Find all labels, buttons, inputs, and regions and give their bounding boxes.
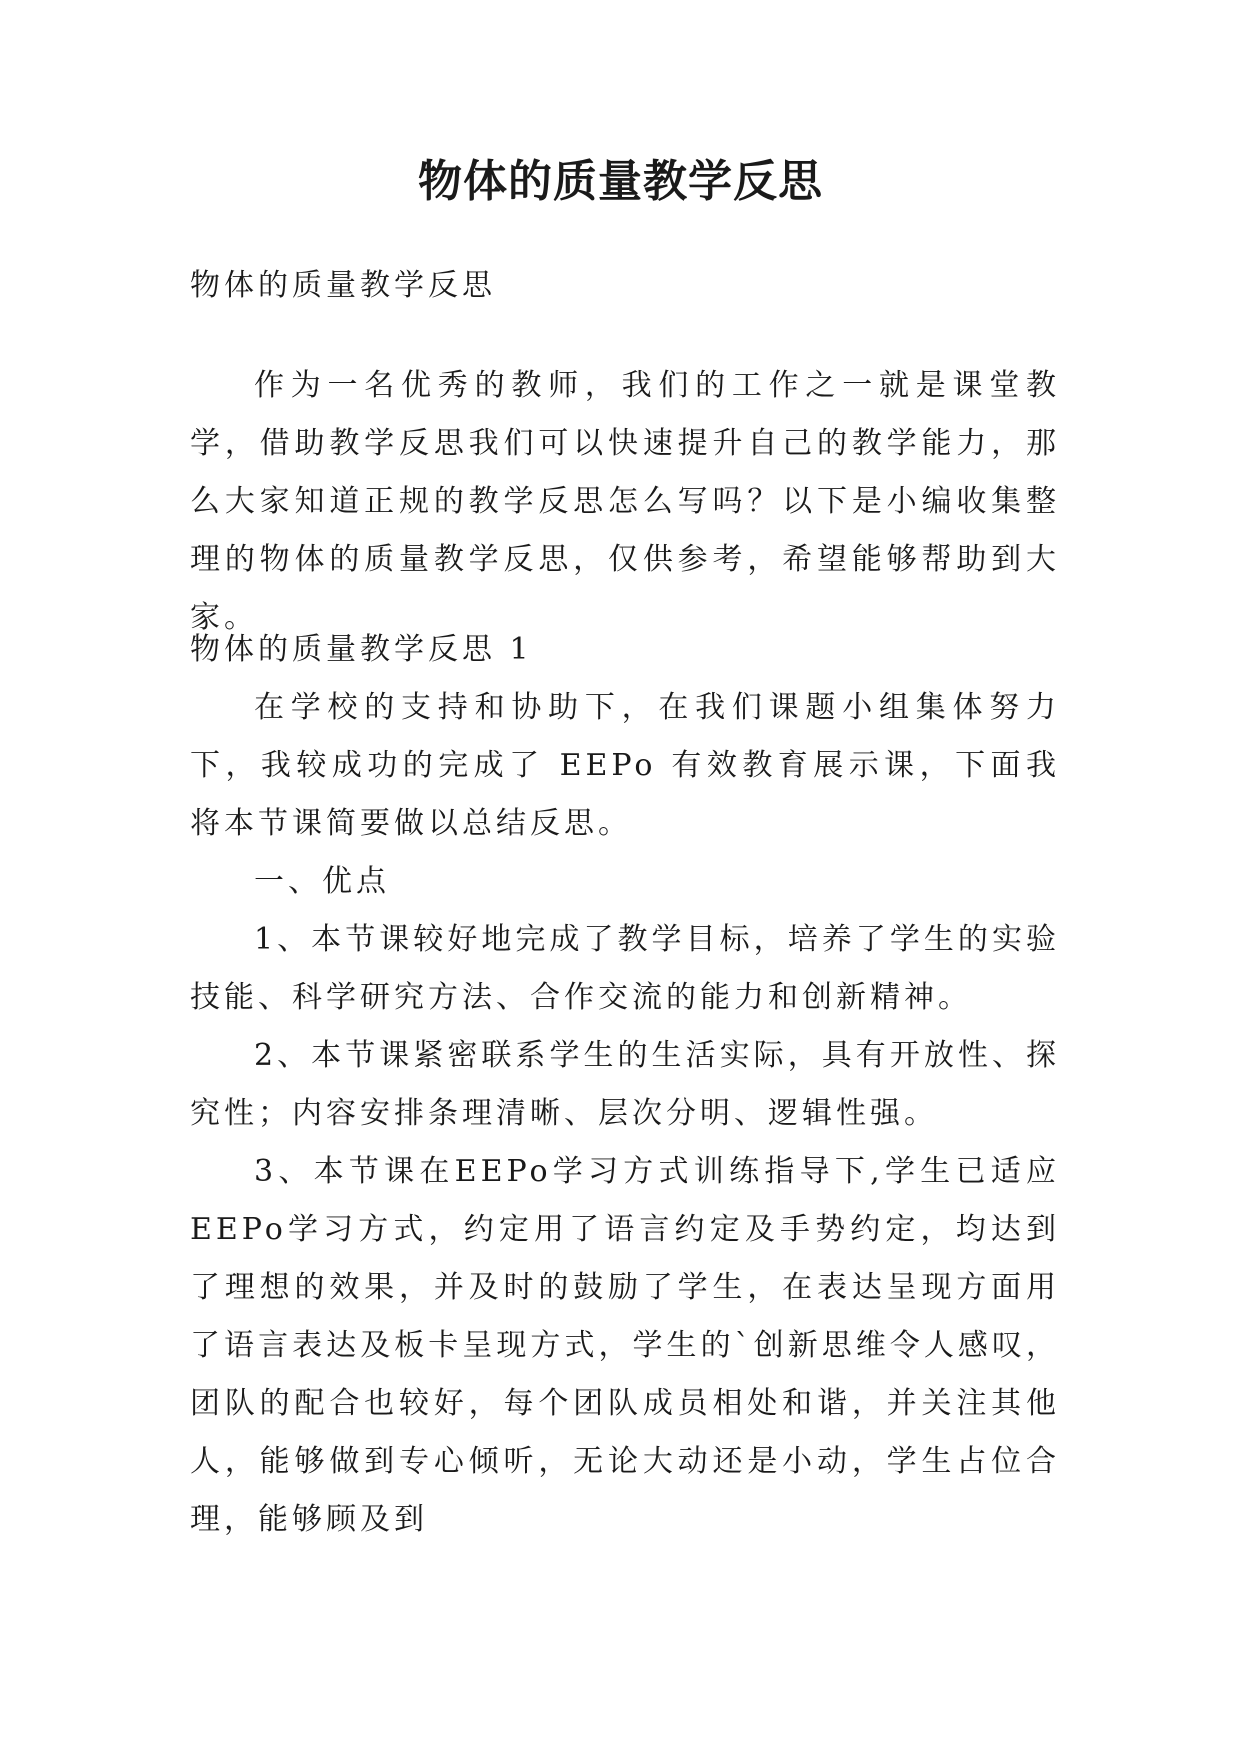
subheading: 一、优点 xyxy=(254,864,390,899)
list-item: 2、本节课紧密联系学生的生活实际，具有开放性、探究性；内容安排条理清晰、层次分明、逻辑性强。 xyxy=(190,1038,1060,1131)
section-heading: 物体的质量教学反思 1 xyxy=(190,632,533,667)
document-title: 物体的质量教学反思 xyxy=(418,156,823,207)
intro-paragraph: 作为一名优秀的教师，我们的工作之一就是课堂教学，借助教学反思我们可以快速提升自己的教学能力，那么大家知道正规的教学反思怎么写吗？以下是小编收集整理的物体的质量教学反思，仅供参考，希望能够帮助到大家。 xyxy=(190,368,1060,635)
body-paragraph: 在学校的支持和协助下，在我们课题小组集体努力下，我较成功的完成了 EEPo 有效教育展示课，下面我将本节课简要做以总结反思。 xyxy=(190,690,1060,841)
document-subtitle: 物体的质量教学反思 xyxy=(190,268,496,303)
list-item: 1、本节课较好地完成了教学目标，培养了学生的实验技能、科学研究方法、合作交流的能力和创新精神。 xyxy=(190,922,1060,1015)
list-item: 3、本节课在EEPo学习方式训练指导下,学生已适应EEPo学习方式，约定用了语言约定及手势约定，均达到了理想的效果，并及时的鼓励了学生，在表达呈现方面用了语言表达及板卡呈现方式，学生的`创新思维令人感叹，团队的配合也较好，每个团队成员相处和谐，并关注其他人，能够做到专心倾听，无论大动还是小动，学生占位合理，能够顾及到 xyxy=(190,1154,1060,1537)
